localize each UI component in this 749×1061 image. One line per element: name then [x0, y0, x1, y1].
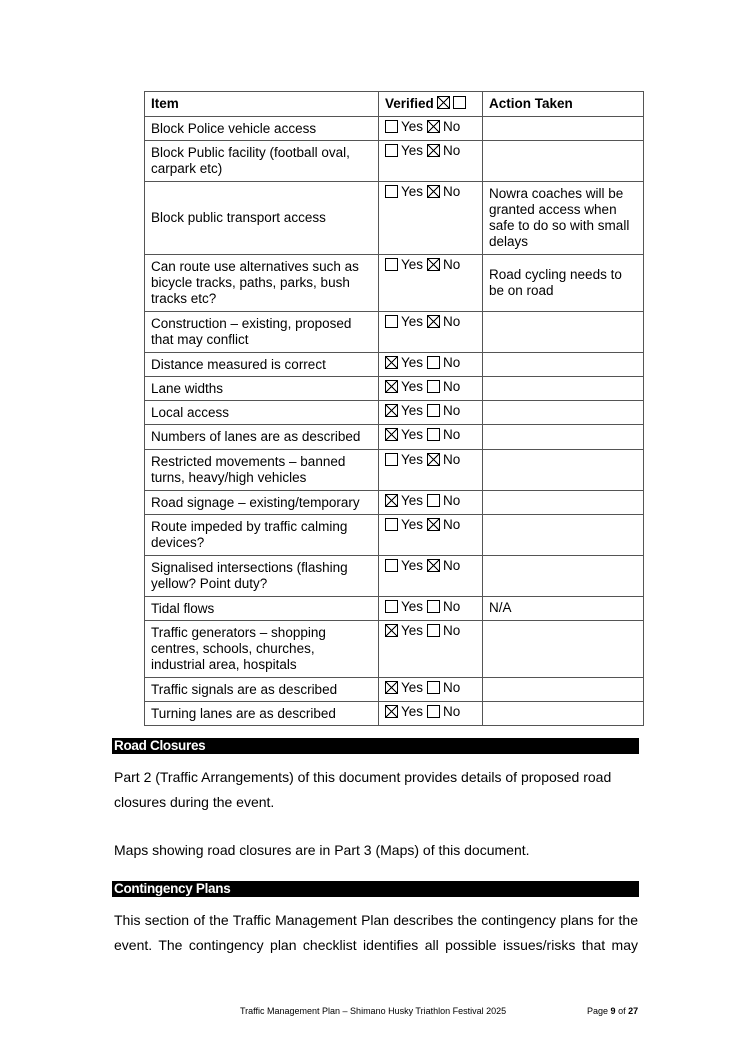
table-row: [145, 556, 644, 597]
yes-empty-box-icon[interactable]: [385, 453, 398, 466]
no-label: No: [443, 623, 461, 638]
no-label: No: [443, 680, 461, 695]
no-label: No: [443, 143, 461, 158]
yes-label: Yes: [401, 623, 424, 638]
yes-checked-box-icon[interactable]: [385, 404, 398, 417]
no-label: No: [443, 427, 461, 442]
header-empty-box-icon: [453, 96, 466, 109]
contingency-plans-heading: Contingency Plans: [112, 881, 639, 897]
yes-label: Yes: [401, 452, 424, 467]
row-action-taken: Nowra coaches will be granted access when safe to do so with small delays: [483, 182, 644, 255]
row-item-text: Road signage – existing/temporary: [145, 491, 379, 515]
row-verified: [379, 377, 483, 401]
yes-label: Yes: [401, 599, 424, 614]
yes-label: Yes: [401, 517, 424, 532]
no-label: No: [443, 704, 461, 719]
yes-empty-box-icon[interactable]: [385, 600, 398, 613]
row-verified: [379, 182, 483, 255]
table-row: [145, 255, 644, 312]
no-checked-box-icon[interactable]: [427, 453, 440, 466]
row-item-text: Can route use alternatives such as bicycle tracks, paths, parks, bush tracks etc?: [145, 255, 379, 312]
no-empty-box-icon[interactable]: [427, 356, 440, 369]
no-label: No: [443, 517, 461, 532]
row-item-text: Route impeded by traffic calming devices?: [145, 515, 379, 556]
no-checked-box-icon[interactable]: [427, 258, 440, 271]
header-verified-label: Verified: [385, 96, 434, 111]
no-checked-box-icon[interactable]: [427, 144, 440, 157]
row-action-taken: [483, 312, 644, 353]
table-row: [145, 182, 644, 255]
row-action-taken: [483, 515, 644, 556]
table-row: [145, 597, 644, 621]
yes-label: Yes: [401, 314, 424, 329]
yes-checked-box-icon[interactable]: [385, 494, 398, 507]
yes-checked-box-icon[interactable]: [385, 380, 398, 393]
footer-page-prefix: Page: [587, 1006, 609, 1016]
row-verified: [379, 425, 483, 450]
no-empty-box-icon[interactable]: [427, 705, 440, 718]
no-checked-box-icon[interactable]: [427, 518, 440, 531]
header-checked-box-icon: [437, 96, 450, 109]
row-verified: [379, 491, 483, 515]
no-label: No: [443, 558, 461, 573]
row-action-taken: [483, 377, 644, 401]
table-row: [145, 117, 644, 141]
yes-label: Yes: [401, 119, 424, 134]
row-action-taken: [483, 702, 644, 726]
row-verified: [379, 450, 483, 491]
no-label: No: [443, 403, 461, 418]
yes-label: Yes: [401, 558, 424, 573]
road-closures-paragraph-2: Maps showing road closures are in Part 3 (Maps) of this document.: [114, 842, 530, 858]
row-verified: [379, 621, 483, 678]
table-row: [145, 312, 644, 353]
row-verified: [379, 353, 483, 377]
row-action-taken: [483, 425, 644, 450]
no-empty-box-icon[interactable]: [427, 600, 440, 613]
row-verified: [379, 678, 483, 702]
yes-empty-box-icon[interactable]: [385, 258, 398, 271]
no-empty-box-icon[interactable]: [427, 428, 440, 441]
row-item-text: Signalised intersections (flashing yellow? Point duty?: [145, 556, 379, 597]
no-label: No: [443, 119, 461, 134]
road-closures-heading: Road Closures: [112, 738, 639, 754]
row-verified: [379, 255, 483, 312]
row-item-text: Distance measured is correct: [145, 353, 379, 377]
row-action-taken: [483, 117, 644, 141]
row-verified: [379, 597, 483, 621]
yes-empty-box-icon[interactable]: [385, 144, 398, 157]
row-action-taken: [483, 491, 644, 515]
no-empty-box-icon[interactable]: [427, 404, 440, 417]
no-checked-box-icon[interactable]: [427, 315, 440, 328]
no-label: No: [443, 184, 461, 199]
row-item-text: Restricted movements – banned turns, heavy/high vehicles: [145, 450, 379, 491]
table-body: [145, 117, 644, 726]
contingency-line-1: This section of the Traffic Management Plan describes the contingency plans for the: [114, 912, 638, 928]
row-action-taken: [483, 450, 644, 491]
no-checked-box-icon[interactable]: [427, 559, 440, 572]
yes-label: Yes: [401, 403, 424, 418]
table-row: [145, 491, 644, 515]
footer-page-number: [587, 1006, 638, 1017]
row-verified: [379, 702, 483, 726]
table-row: [145, 621, 644, 678]
no-label: No: [443, 355, 461, 370]
row-action-taken: [483, 678, 644, 702]
verification-table: [144, 91, 644, 726]
yes-checked-box-icon[interactable]: [385, 356, 398, 369]
no-checked-box-icon[interactable]: [427, 120, 440, 133]
yes-empty-box-icon[interactable]: [385, 185, 398, 198]
no-checked-box-icon[interactable]: [427, 185, 440, 198]
no-empty-box-icon[interactable]: [427, 681, 440, 694]
table-row: [145, 401, 644, 425]
yes-label: Yes: [401, 143, 424, 158]
yes-label: Yes: [401, 493, 424, 508]
table-row: [145, 425, 644, 450]
row-verified: [379, 556, 483, 597]
footer-total-pages: 27: [628, 1006, 639, 1016]
yes-checked-box-icon[interactable]: [385, 705, 398, 718]
header-action-taken: Action Taken: [483, 92, 644, 117]
yes-empty-box-icon[interactable]: [385, 315, 398, 328]
row-action-taken: N/A: [483, 597, 644, 621]
row-action-taken: [483, 556, 644, 597]
no-label: No: [443, 314, 461, 329]
row-item-text: Lane widths: [145, 377, 379, 401]
table-row: [145, 141, 644, 182]
yes-label: Yes: [401, 355, 424, 370]
no-empty-box-icon[interactable]: [427, 624, 440, 637]
footer-page-of: of: [618, 1006, 626, 1016]
footer-current-page: 9: [610, 1006, 616, 1016]
no-empty-box-icon[interactable]: [427, 380, 440, 393]
row-item-text: Turning lanes are as described: [145, 702, 379, 726]
row-verified: [379, 312, 483, 353]
yes-label: Yes: [401, 379, 424, 394]
row-item-text: Numbers of lanes are as described: [145, 425, 379, 450]
yes-label: Yes: [401, 427, 424, 442]
row-item-text: Local access: [145, 401, 379, 425]
road-closures-paragraph-1: Part 2 (Traffic Arrangements) of this document provides details of proposed road closures during the event.: [114, 769, 612, 810]
table-header-row: [145, 92, 644, 117]
row-action-taken: [483, 141, 644, 182]
row-verified: [379, 117, 483, 141]
yes-empty-box-icon[interactable]: [385, 559, 398, 572]
table-row: [145, 515, 644, 556]
row-action-taken: [483, 401, 644, 425]
row-action-taken: Road cycling needs to be on road: [483, 255, 644, 312]
table-row: [145, 702, 644, 726]
table-row: [145, 678, 644, 702]
table-row: [145, 450, 644, 491]
row-item-text: Block public transport access: [145, 182, 379, 255]
no-label: No: [443, 493, 461, 508]
row-item-text: Block Police vehicle access: [145, 117, 379, 141]
yes-label: Yes: [401, 257, 424, 272]
yes-empty-box-icon[interactable]: [385, 120, 398, 133]
row-verified: [379, 141, 483, 182]
no-empty-box-icon[interactable]: [427, 494, 440, 507]
row-action-taken: [483, 621, 644, 678]
row-verified: [379, 515, 483, 556]
yes-empty-box-icon[interactable]: [385, 518, 398, 531]
row-item-text: Construction – existing, proposed that may conflict: [145, 312, 379, 353]
contingency-line-2: event. The contingency plan checklist identifies all possible issues/risks that may: [114, 937, 638, 953]
footer-title: Traffic Management Plan – Shimano Husky Triathlon Festival 2025: [240, 1006, 507, 1016]
row-item-text: Traffic signals are as described: [145, 678, 379, 702]
header-verified: [379, 92, 483, 117]
table-row: [145, 377, 644, 401]
table-row: [145, 353, 644, 377]
no-label: No: [443, 452, 461, 467]
yes-label: Yes: [401, 704, 424, 719]
header-item: Item: [145, 92, 379, 117]
no-label: No: [443, 599, 461, 614]
yes-checked-box-icon[interactable]: [385, 428, 398, 441]
row-item-text: Block Public facility (football oval, carpark etc): [145, 141, 379, 182]
yes-checked-box-icon[interactable]: [385, 624, 398, 637]
row-action-taken: [483, 353, 644, 377]
yes-label: Yes: [401, 184, 424, 199]
yes-checked-box-icon[interactable]: [385, 681, 398, 694]
no-label: No: [443, 257, 461, 272]
yes-label: Yes: [401, 680, 424, 695]
row-verified: [379, 401, 483, 425]
no-label: No: [443, 379, 461, 394]
row-item-text: Traffic generators – shopping centres, schools, churches, industrial area, hospitals: [145, 621, 379, 678]
row-item-text: Tidal flows: [145, 597, 379, 621]
